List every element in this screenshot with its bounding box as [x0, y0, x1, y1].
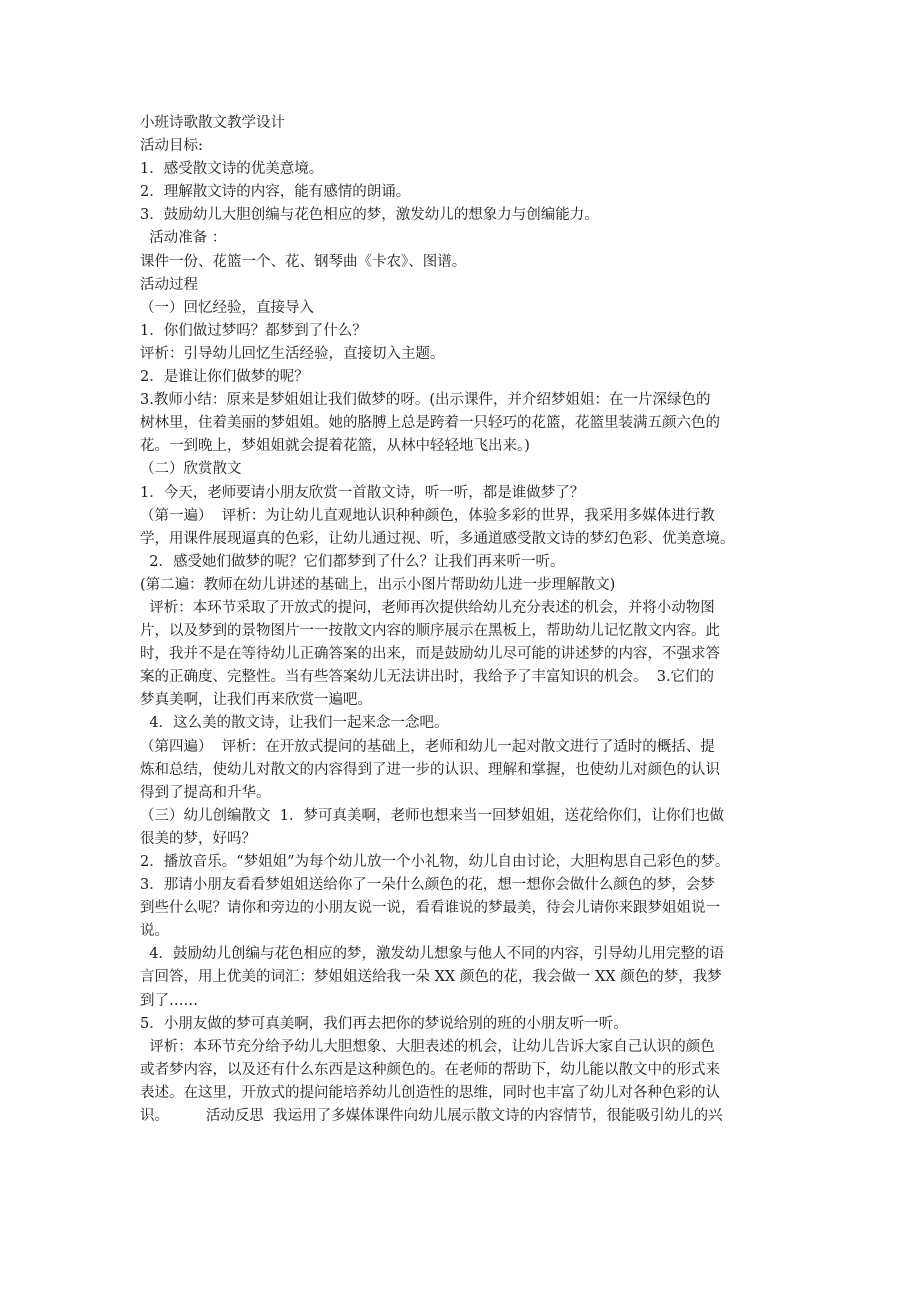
- paragraph-line: 评析：引导幼儿回忆生活经验，直接切入主题。: [140, 345, 445, 362]
- paragraph-line: 5．小朋友做的梦可真美啊，我们再去把你的梦说给别的班的小朋友听一听。: [140, 1015, 628, 1032]
- section-heading: 活动目标:: [140, 138, 203, 155]
- paragraph-line: （第一遍） 评析：为让幼儿直观地认识种种颜色，体验多彩的世界，我采用多媒体进行教: [140, 507, 715, 524]
- section-heading: 活动准备 ：: [140, 230, 227, 247]
- goal-item: 3．鼓励幼儿大胆创编与花色相应的梦，激发幼儿的想象力与创编能力。: [140, 207, 599, 224]
- paragraph-line: (第二遍：教师在幼儿讲述的基础上，出示小图片帮助幼儿进一步理解散文): [140, 576, 616, 593]
- paragraph-line: 或者梦内容，以及还有什么东西是这种颜色的。在老师的帮助下，幼儿能以散文中的形式来: [140, 1061, 720, 1078]
- paragraph-line: 表述。在这里，开放式的提问能培养幼儿创造性的思维，同时也丰富了幼儿对各种色彩的认: [140, 1084, 720, 1101]
- paragraph-line: 4．鼓励幼儿创编与花色相应的梦，激发幼儿想象与他人不同的内容，引导幼儿用完整的语: [140, 946, 724, 963]
- paragraph-line: 片，以及梦到的景物图片一一按散文内容的顺序展示在黑板上，帮助幼儿记忆散文内容。此: [140, 623, 720, 640]
- paragraph-line: 案的正确度、完整性。当有些答案幼儿无法讲出时，我给予了丰富知识的机会。 3.它们的: [140, 669, 715, 686]
- paragraph-line: 2．播放音乐。“梦姐姐”为每个幼儿放一个小礼物，幼儿自由讨论，大胆构思自己彩色的梦。: [140, 854, 730, 870]
- paragraph-line: （第四遍） 评析：在开放式提问的基础上，老师和幼儿一起对散文进行了适时的概括、提: [140, 738, 715, 755]
- paragraph-line: 树林里，住着美丽的梦姐姐。她的胳膊上总是跨着一只轻巧的花篮，花篮里装满五颜六色的: [140, 415, 720, 432]
- paragraph-line: 说。: [140, 923, 169, 940]
- paragraph-line: 1．今天，老师要请小朋友欣赏一首散文诗，听一听，都是谁做梦了？: [140, 484, 585, 501]
- paragraph-line: 1．你们做过梦吗？都梦到了什么？: [140, 322, 367, 339]
- goal-item: 2．理解散文诗的内容，能有感情的朗诵。: [140, 184, 411, 201]
- paragraph-line: 炼和总结，使幼儿对散文的内容得到了进一步的认识、理解和掌握，也使幼儿对颜色的认识: [140, 761, 720, 778]
- paragraph-line: 2．是谁让你们做梦的呢？: [140, 369, 309, 386]
- paragraph-line: 课件一份、花篮一个、花、钢琴曲《卡农》、图谱。: [140, 253, 467, 270]
- paragraph-line: 言回答，用上优美的词汇：梦姐姐送给我一朵 XX 颜色的花，我会做一 XX 颜色的梦，我梦: [140, 969, 722, 986]
- paragraph-line: 3．那请小朋友看看梦姐姐送给你了一朵什么颜色的花，想一想你会做什么颜色的梦，会梦: [140, 877, 715, 894]
- paragraph-line: 识。 活动反思 我运用了多媒体课件向幼儿展示散文诗的内容情节，很能吸引幼儿的兴: [140, 1108, 723, 1125]
- paragraph-line: 到了……: [140, 992, 198, 1009]
- paragraph-line: 4．这么美的散文诗，让我们一起来念一念吧。: [140, 715, 449, 732]
- goal-item: 1．感受散文诗的优美意境。: [140, 161, 324, 178]
- paragraph-line: 梦真美啊，让我们再来欣赏一遍吧。: [140, 692, 372, 709]
- subsection-heading: （一）回忆经验，直接导入: [140, 299, 314, 316]
- paragraph-line: 评析：本环节充分给予幼儿大胆想象、大胆表述的机会，让幼儿告诉大家自己认识的颜色: [140, 1038, 715, 1055]
- document-body: [140, 112, 785, 1128]
- paragraph-line: 得到了提高和升华。: [140, 784, 271, 801]
- paragraph-line: 评析：本环节采取了开放式的提问，老师再次提供给幼儿充分表述的机会，并将小动物图: [140, 599, 715, 616]
- subsection-heading: （二）欣赏散文: [140, 461, 242, 478]
- paragraph-line: 学，用课件展现逼真的色彩，让幼儿通过视、听，多通道感受散文诗的梦幻色彩、优美意境。: [140, 530, 735, 547]
- document-title: 小班诗歌散文教学设计: [140, 115, 285, 131]
- subsection-heading: （三）幼儿创编散文 1．梦可真美啊，老师也想来当一回梦姐姐，送花给你们，让你们也做: [140, 807, 724, 824]
- paragraph-line: 3.教师小结：原来是梦姐姐让我们做梦的呀。(出示课件，并介绍梦姐姐：在一片深绿色的: [140, 392, 711, 409]
- paragraph-line: 时，我并不是在等待幼儿正确答案的出来，而是鼓励幼儿尽可能的讲述梦的内容，不强求答: [140, 646, 720, 663]
- paragraph-line: 2．感受她们做梦的呢？它们都梦到了什么？让我们再来听一听。: [140, 553, 565, 570]
- section-heading: 活动过程: [140, 276, 198, 293]
- paragraph-line: 花。一到晚上，梦姐姐就会提着花篮，从林中轻轻地飞出来。): [140, 438, 530, 455]
- paragraph-line: 很美的梦，好吗？: [140, 830, 256, 847]
- paragraph-line: 到些什么呢？请你和旁边的小朋友说一说，看看谁说的梦最美，待会儿请你来跟梦姐姐说一: [140, 900, 720, 917]
